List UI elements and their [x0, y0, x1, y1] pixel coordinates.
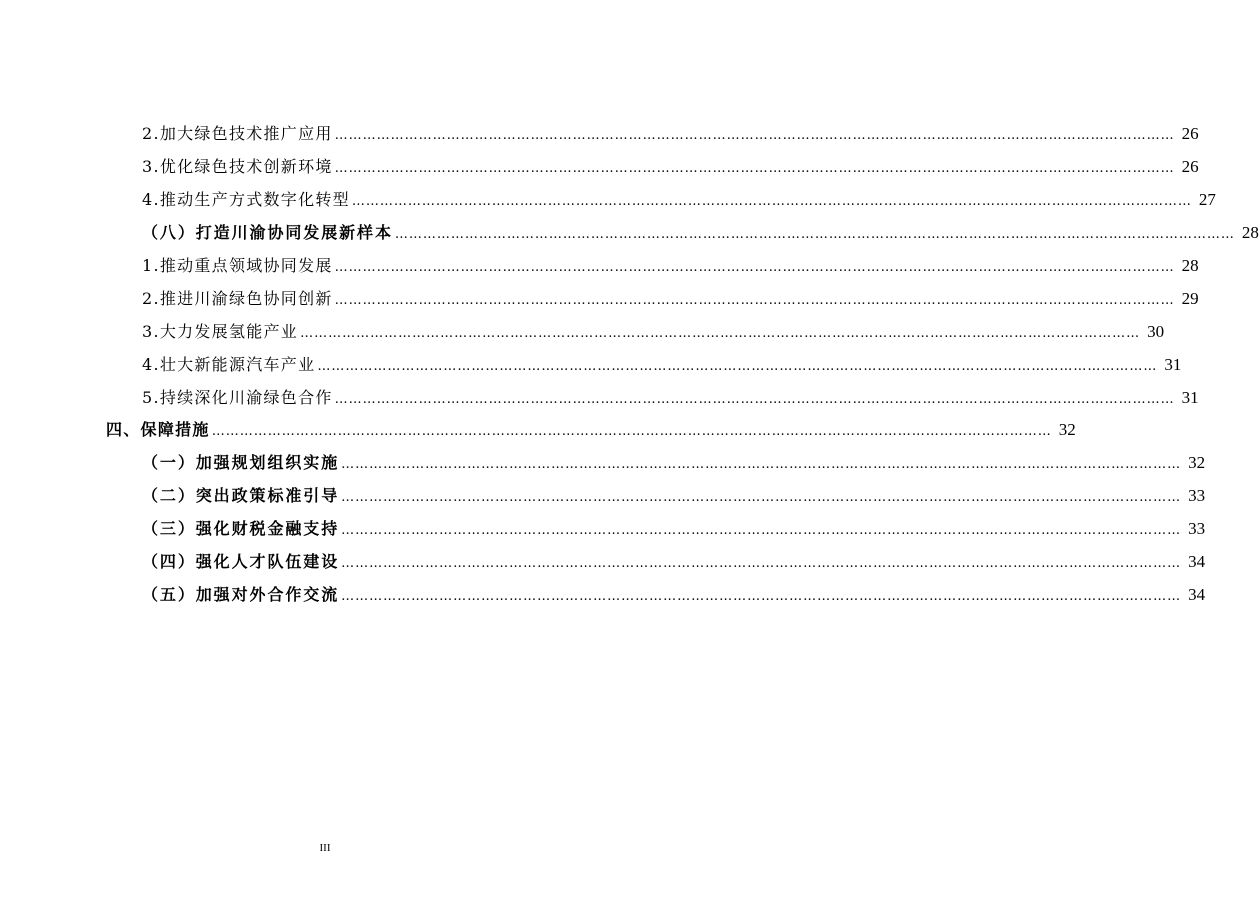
toc-entry-page-number: 28 — [1181, 256, 1199, 275]
toc-entry-page-number: 32 — [1058, 420, 1076, 440]
toc-entry[interactable] — [0, 151, 1199, 184]
toc-entry-page-number: 26 — [1181, 157, 1199, 177]
toc-entry-title: 四、保障措施 — [106, 420, 210, 440]
page-footer-number: III — [319, 842, 331, 854]
toc-entry[interactable] — [0, 447, 1206, 480]
toc-dot-leader: ……………………………………………………………………………………………………………………………………………………………… — [300, 325, 1141, 341]
toc-dot-leader: ……………………………………………………………………………………………………………………………………………………………… — [341, 523, 1182, 539]
toc-entry-title: 1.推动重点领域协同发展 — [142, 256, 333, 275]
toc-dot-leader: ……………………………………………………………………………………………………………………………………………………………… — [334, 292, 1175, 308]
toc-entry-page-number: 34 — [1188, 584, 1206, 604]
toc-entry[interactable] — [0, 578, 1206, 611]
toc-entry-page-number: 29 — [1181, 288, 1199, 308]
toc-entry-title: （八）打造川渝协同发展新样本 — [142, 223, 393, 243]
toc-entry-title: （五）加强对外合作交流 — [142, 584, 340, 604]
toc-entry-title: （二）突出政策标准引导 — [142, 486, 340, 506]
toc-dot-leader: ……………………………………………………………………………………………………………………………………………………………… — [334, 260, 1175, 275]
toc-entry-title: 5.持续深化川渝绿色合作 — [142, 387, 333, 407]
toc-entry-page-number: 34 — [1188, 552, 1206, 572]
toc-entry-title: （三）强化财税金融支持 — [142, 519, 340, 539]
toc-dot-leader: ……………………………………………………………………………………………………………………………………………………………… — [351, 194, 1192, 210]
toc-entry-page-number: 33 — [1188, 486, 1206, 506]
toc-entry-title: 2.推进川渝绿色协同创新 — [142, 288, 333, 308]
toc-entry[interactable] — [0, 250, 1199, 283]
toc-entry[interactable] — [0, 546, 1206, 579]
toc-entry[interactable] — [0, 184, 1216, 217]
toc-entry-page-number: 27 — [1198, 190, 1216, 210]
toc-entry[interactable] — [0, 480, 1206, 513]
toc-entry-title: 4.推动生产方式数字化转型 — [142, 190, 350, 210]
toc-dot-leader: ……………………………………………………………………………………………………………………………………………………………… — [341, 457, 1182, 473]
toc-entry[interactable] — [0, 414, 1076, 447]
toc-entry[interactable] — [0, 513, 1206, 546]
toc-entry-title: （一）加强规划组织实施 — [142, 453, 340, 473]
toc-entry-title: 4.壮大新能源汽车产业 — [142, 354, 316, 374]
toc-dot-leader: ……………………………………………………………………………………………………………………………………………………………… — [394, 227, 1235, 243]
toc-entry[interactable] — [0, 315, 1165, 348]
toc-entry-page-number: 32 — [1188, 453, 1206, 473]
toc-dot-leader: ……………………………………………………………………………………………………………………………………………………………… — [334, 128, 1175, 144]
toc-entry[interactable] — [0, 217, 1259, 250]
toc-dot-leader: ……………………………………………………………………………………………………………………………………………………………… — [334, 161, 1175, 177]
toc-dot-leader: ……………………………………………………………………………………………………………………………………………………………… — [341, 588, 1182, 604]
toc-entry-page-number: 31 — [1164, 354, 1182, 374]
toc-dot-leader: ……………………………………………………………………………………………………………………………………………………………… — [211, 424, 1052, 440]
toc-dot-leader: ……………………………………………………………………………………………………………………………………………………………… — [334, 391, 1175, 407]
toc-dot-leader: ……………………………………………………………………………………………………………………………………………………………… — [341, 490, 1182, 506]
toc-entry-page-number: 28 — [1241, 223, 1259, 243]
toc-entry-page-number: 33 — [1188, 519, 1206, 539]
toc-entry-page-number: 31 — [1181, 387, 1199, 407]
toc-entry[interactable] — [0, 348, 1182, 381]
toc-dot-leader: ……………………………………………………………………………………………………………………………………………………………… — [341, 556, 1182, 572]
toc-dot-leader: ……………………………………………………………………………………………………………………………………………………………… — [317, 358, 1158, 374]
toc-entry[interactable] — [0, 282, 1199, 315]
toc-entry-page-number: 30 — [1147, 321, 1165, 341]
toc-entry-title: （四）强化人才队伍建设 — [142, 552, 340, 572]
toc-entry-title: 3.优化绿色技术创新环境 — [142, 157, 333, 177]
toc-entry[interactable] — [0, 118, 1199, 151]
table-of-contents — [0, 118, 1259, 611]
toc-entry-title: 2.加大绿色技术推广应用 — [142, 124, 333, 144]
toc-entry-page-number: 26 — [1181, 124, 1199, 144]
toc-entry-title: 3.大力发展氢能产业 — [142, 321, 299, 341]
toc-entry[interactable] — [0, 381, 1199, 414]
